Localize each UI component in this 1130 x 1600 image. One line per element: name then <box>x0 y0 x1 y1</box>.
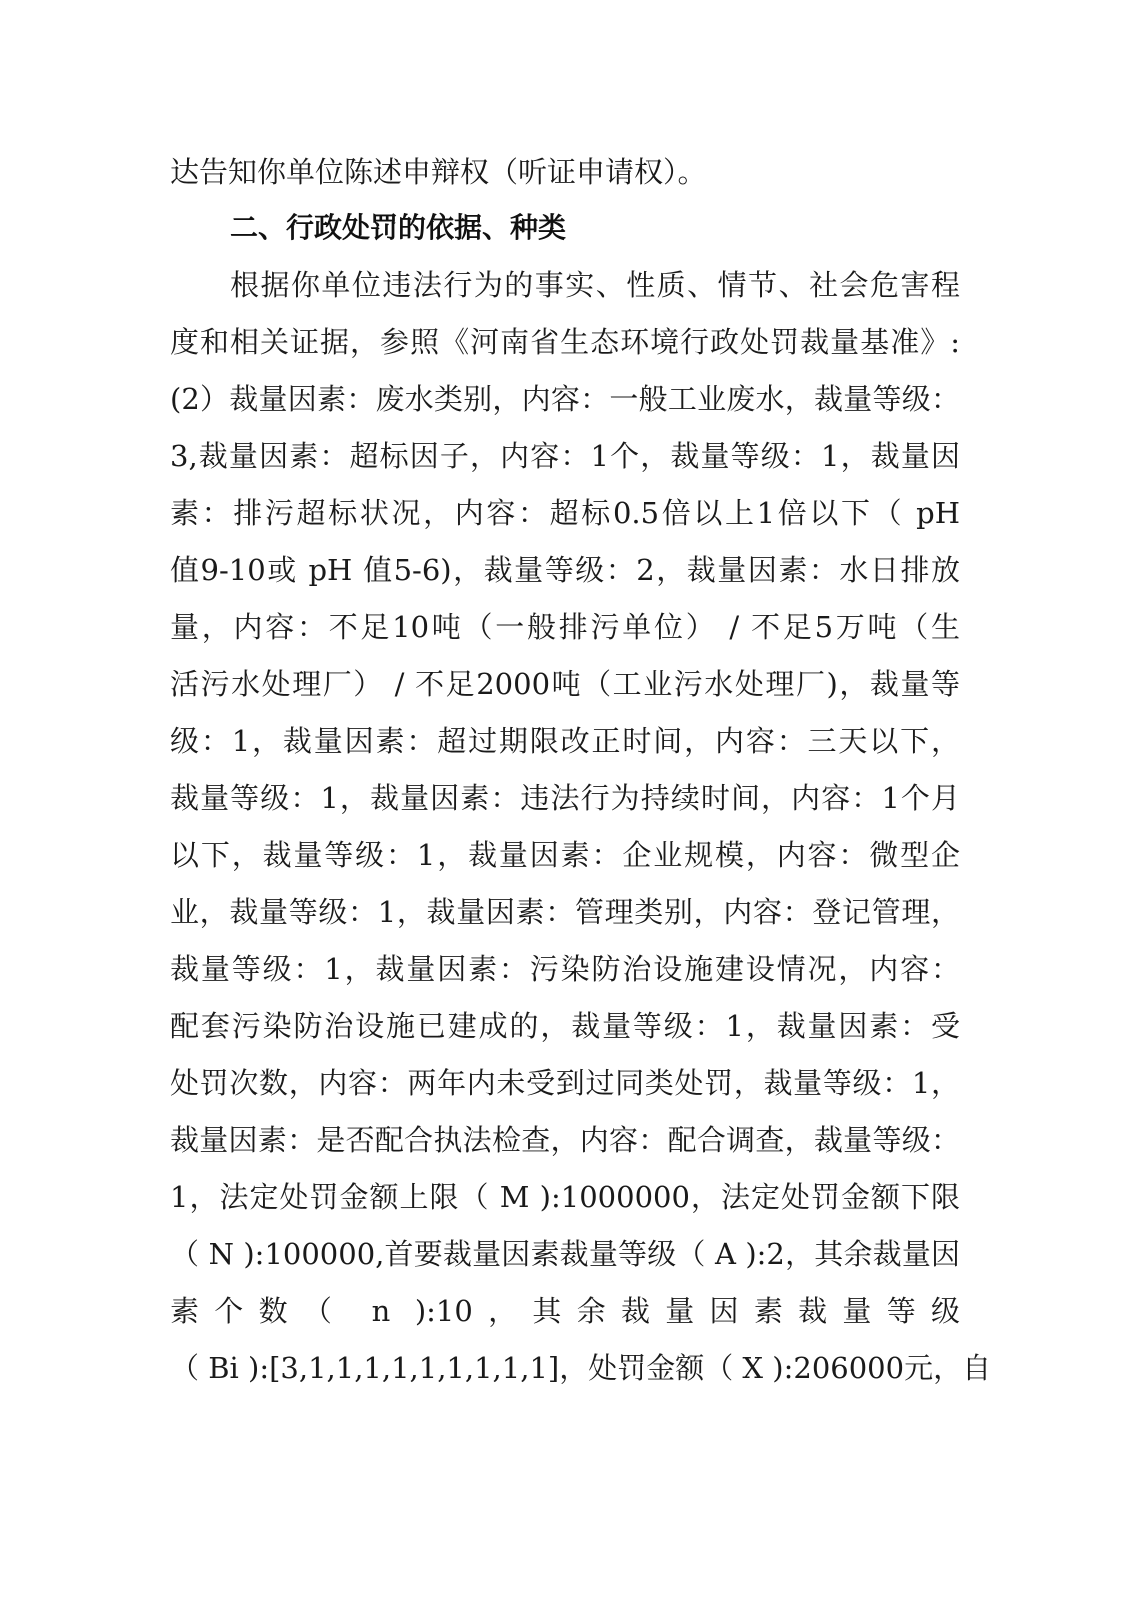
paragraph-line: 量，内容：不足10吨（一般排污单位） / 不足5万吨（生 <box>170 610 960 644</box>
paragraph-line: 裁量因素：是否配合执法检查，内容：配合调查，裁量等级： <box>170 1123 960 1157</box>
section-heading: 二、行政处罚的依据、种类 <box>230 211 567 244</box>
paragraph-line: 配套污染防治设施已建成的，裁量等级：1，裁量因素：受 <box>170 1009 960 1043</box>
paragraph-line: 根据你单位违法行为的事实、性质、情节、社会危害程 <box>230 268 960 302</box>
paragraph-line: 素：排污超标状况，内容：超标0.5倍以上1倍以下（ pH <box>170 496 960 530</box>
paragraph-line: 以下，裁量等级：1，裁量因素：企业规模，内容：微型企 <box>170 838 960 872</box>
paragraph-line: 活污水处理厂） / 不足2000吨（工业污水处理厂)，裁量等 <box>170 667 960 701</box>
paragraph-line: 度和相关证据，参照《河南省生态环境行政处罚裁量基准》: <box>170 325 960 359</box>
paragraph-line: （ N ):100000,首要裁量因素裁量等级（ A ):2，其余裁量因 <box>170 1237 960 1271</box>
paragraph-line: 值9-10或 pH 值5-6)，裁量等级：2，裁量因素：水日排放 <box>170 553 960 587</box>
paragraph-line: 素个数（ n ):10，其余裁量因素裁量等级 <box>170 1294 960 1328</box>
paragraph-line: 1，法定处罚金额上限（ M ):1000000，法定处罚金额下限 <box>170 1180 960 1214</box>
paragraph-line: 业，裁量等级：1，裁量因素：管理类别，内容：登记管理， <box>170 895 960 929</box>
text-line-continuation: 达告知你单位陈述申辩权（听证申请权）。 <box>170 155 707 189</box>
paragraph-line: 裁量等级：1，裁量因素：违法行为持续时间，内容：1个月 <box>170 781 960 815</box>
paragraph-line: 裁量等级：1，裁量因素：污染防治设施建设情况，内容： <box>170 952 960 986</box>
paragraph-line: 处罚次数，内容：两年内未受到过同类处罚，裁量等级：1， <box>170 1066 960 1100</box>
paragraph-line: （ Bi ):[3,1,1,1,1,1,1,1,1,1]，处罚金额（ X ):206000元，自 <box>170 1351 992 1385</box>
paragraph-line: 3,裁量因素：超标因子，内容：1个，裁量等级：1，裁量因 <box>170 439 960 473</box>
paragraph-line: 级：1，裁量因素：超过期限改正时间，内容：三天以下， <box>170 724 960 758</box>
paragraph-line: (2）裁量因素：废水类别，内容：一般工业废水，裁量等级： <box>170 382 960 416</box>
